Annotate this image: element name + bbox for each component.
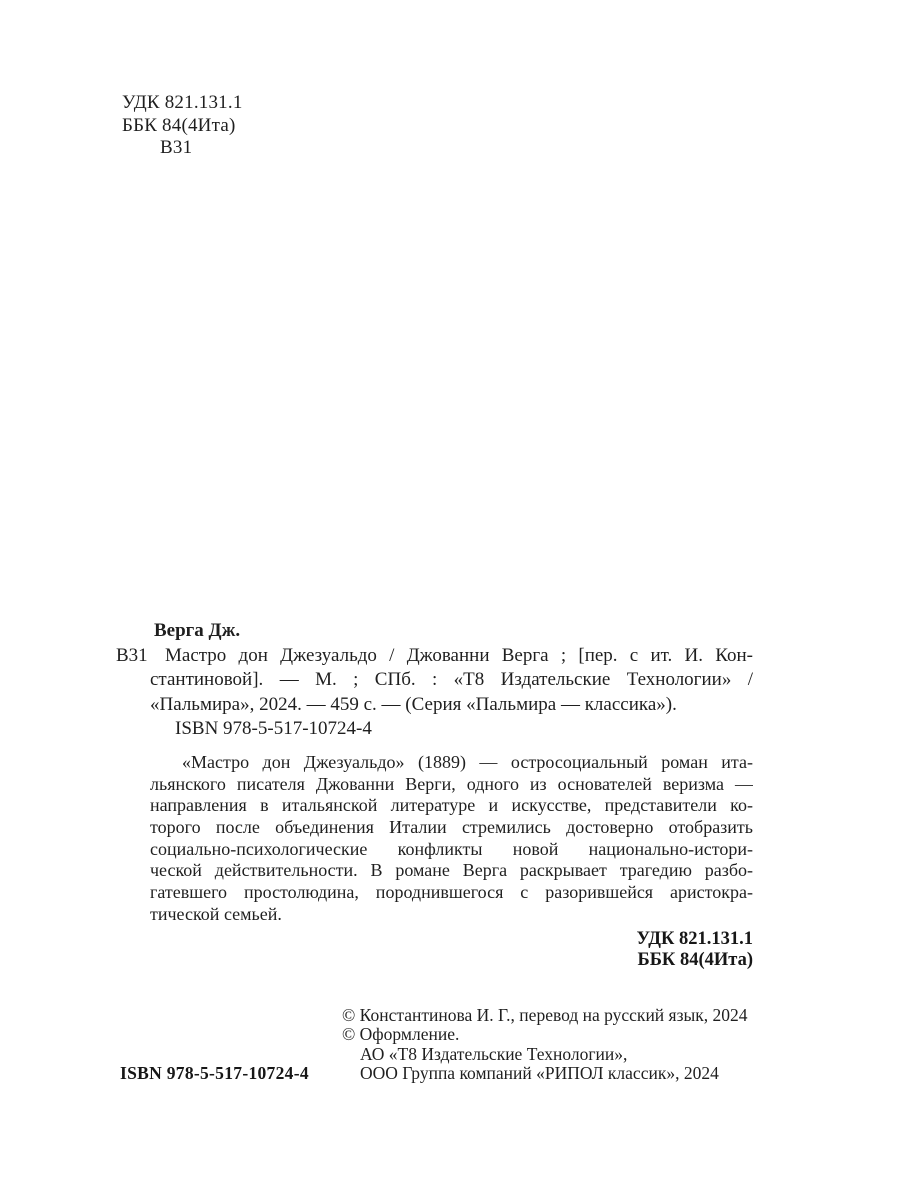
- copyright-line: © Оформление.: [342, 1024, 460, 1045]
- annotation-line: тической семьей.: [150, 903, 282, 924]
- annotation-line: направления в итальянской литературе и искусстве, представители ко-: [150, 795, 753, 816]
- annotation: [150, 752, 753, 926]
- author-sign: В31: [160, 137, 193, 158]
- bibliographic-entry: [116, 644, 753, 718]
- annotation-line: гатевшего простолюдина, породнившегося с разорившейся аристокра-: [150, 882, 753, 903]
- isbn-bottom: ISBN 978-5-517-10724-4: [120, 1063, 309, 1083]
- annotation-line: льянского писателя Джованни Верги, одного из основателей веризма —: [150, 773, 753, 794]
- right-cataloguing-codes: [453, 929, 753, 970]
- entry-line: «Пальмира», 2024. — 459 с. — (Серия «Пальмира — классика»).: [150, 693, 677, 715]
- udk-code: УДК 821.131.1: [122, 92, 243, 113]
- bbk-code: ББК 84(4Ита): [122, 114, 236, 136]
- annotation-line: социально-психологические конфликты новой национально-истори-: [150, 838, 753, 859]
- entry-author-sign: В31: [116, 644, 148, 666]
- copyright-line: © Константинова И. Г., перевод на русский язык, 2024: [342, 1005, 748, 1025]
- annotation-line: ческой действительности. В романе Верга раскрывает трагедию разбо-: [150, 860, 753, 881]
- author-heading: Верга Дж.: [154, 620, 241, 641]
- annotation-line: торого после объединения Италии стремились достоверно отобразить: [150, 817, 753, 838]
- entry-line: стантиновой]. — М. ; СПб. : «Т8 Издательские Технологии» /: [150, 669, 753, 690]
- card-isbn: ISBN 978-5-517-10724-4: [175, 718, 372, 739]
- bbk-code-right: ББК 84(4Ита): [637, 949, 753, 970]
- copyright-line: АО «Т8 Издательские Технологии»,: [360, 1043, 628, 1064]
- copyright-block: [342, 1006, 748, 1084]
- entry-line: Мастро дон Джезуальдо / Джованни Верга ; [пер. с ит. И. Кон-: [165, 644, 753, 666]
- top-cataloguing-codes: [122, 92, 243, 160]
- copyright-line: ООО Группа компаний «РИПОЛ классик», 2024: [360, 1063, 719, 1084]
- udk-code-right: УДК 821.131.1: [636, 929, 753, 949]
- catalog-card: [116, 619, 753, 742]
- annotation-line: «Мастро дон Джезуальдо» (1889) — остросоциальный роман ита-: [182, 752, 753, 772]
